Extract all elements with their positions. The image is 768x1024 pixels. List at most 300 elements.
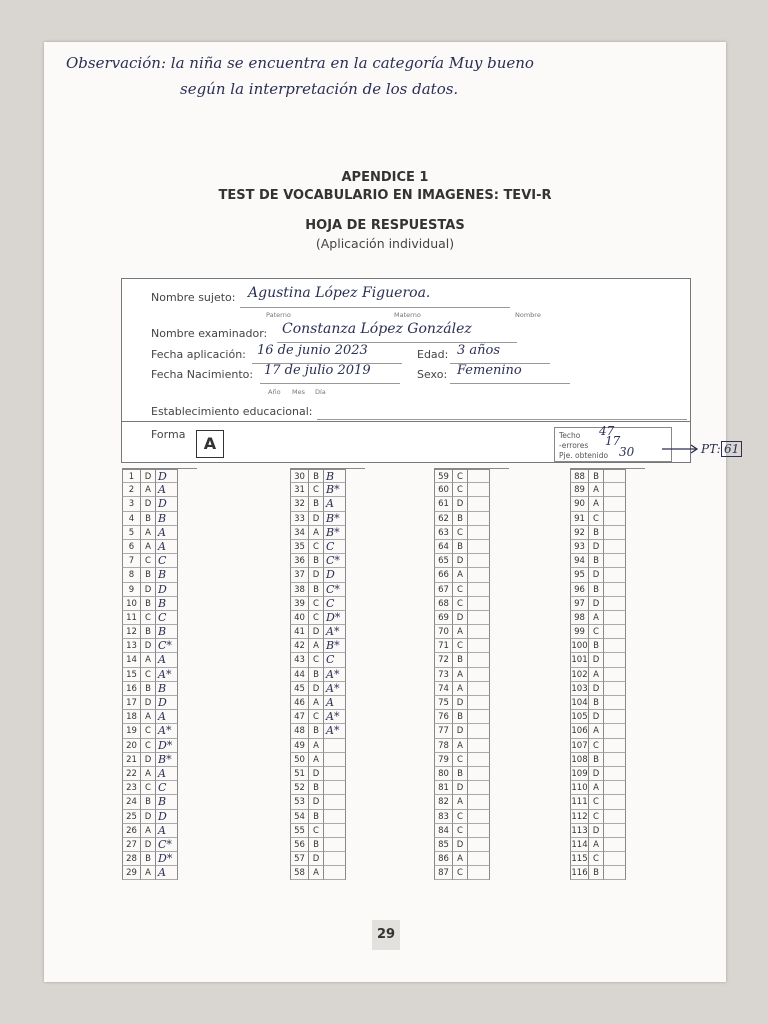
answer-key: D	[453, 497, 468, 511]
answer-sheet-page	[44, 42, 740, 982]
item-number: 112	[570, 810, 589, 824]
answer-key: B	[309, 469, 324, 483]
item-number: 56	[290, 838, 309, 852]
answer-row	[290, 781, 365, 795]
subject-response	[468, 469, 490, 483]
answer-row	[434, 625, 509, 639]
item-number: 14	[122, 653, 141, 667]
item-number: 69	[434, 611, 453, 625]
item-number: 29	[122, 866, 141, 880]
subject-response: B*	[324, 512, 346, 526]
answer-row	[570, 668, 645, 682]
answer-key: A	[141, 483, 156, 497]
item-number: 60	[434, 483, 453, 497]
answer-row	[570, 739, 645, 753]
answer-key: D	[589, 653, 604, 667]
answer-row	[570, 710, 645, 724]
answer-row	[122, 653, 197, 667]
answer-row	[570, 468, 645, 483]
item-number: 45	[290, 682, 309, 696]
answer-row	[570, 540, 645, 554]
subject-response: C	[324, 597, 346, 611]
subject-label: Nombre sujeto:	[151, 291, 236, 304]
answer-key: A	[589, 611, 604, 625]
answer-key: B	[589, 866, 604, 880]
answer-key: A	[141, 866, 156, 880]
answer-key: B	[589, 554, 604, 568]
forma-value-box: A	[196, 430, 224, 458]
sex-line	[450, 383, 570, 384]
item-number: 102	[570, 668, 589, 682]
item-number: 80	[434, 767, 453, 781]
subject-response	[604, 810, 626, 824]
subject-response	[324, 810, 346, 824]
answer-row	[434, 852, 509, 866]
subject-response	[604, 540, 626, 554]
answer-key: D	[141, 583, 156, 597]
answer-key: A	[453, 568, 468, 582]
answer-key: D	[453, 838, 468, 852]
answer-key: A	[309, 753, 324, 767]
answer-row	[434, 526, 509, 540]
subject-response	[604, 497, 626, 511]
subject-response	[604, 568, 626, 582]
item-number: 1	[122, 469, 141, 483]
subject-response	[468, 512, 490, 526]
answer-key: B	[309, 838, 324, 852]
answer-key: C	[453, 526, 468, 540]
subject-response	[468, 753, 490, 767]
answer-row	[290, 497, 365, 511]
answer-key: D	[453, 696, 468, 710]
item-number: 90	[570, 497, 589, 511]
answer-key: A	[453, 852, 468, 866]
answer-row	[122, 540, 197, 554]
item-number: 64	[434, 540, 453, 554]
item-number: 72	[434, 653, 453, 667]
subject-response	[604, 866, 626, 880]
answer-key: C	[453, 639, 468, 653]
answer-key: D	[141, 810, 156, 824]
answer-key: A	[589, 497, 604, 511]
subject-response	[604, 653, 626, 667]
answer-row	[434, 753, 509, 767]
item-number: 43	[290, 653, 309, 667]
answer-row	[434, 866, 509, 880]
item-number: 85	[434, 838, 453, 852]
pje-value: 30	[619, 445, 635, 459]
subject-response: B*	[324, 483, 346, 497]
subject-response	[604, 469, 626, 483]
answer-key: B	[309, 724, 324, 738]
answer-row	[122, 611, 197, 625]
item-number: 7	[122, 554, 141, 568]
subject-response	[468, 767, 490, 781]
answer-row	[122, 852, 197, 866]
item-number: 92	[570, 526, 589, 540]
subject-response	[604, 512, 626, 526]
answer-key: D	[589, 710, 604, 724]
answer-key: D	[453, 724, 468, 738]
answer-row	[570, 497, 645, 511]
item-number: 70	[434, 625, 453, 639]
subject-response	[468, 540, 490, 554]
answer-row	[570, 611, 645, 625]
item-number: 48	[290, 724, 309, 738]
age-value: 3 años	[457, 343, 501, 358]
answer-key: B	[309, 497, 324, 511]
subject-response	[604, 682, 626, 696]
answer-row	[570, 852, 645, 866]
item-number: 26	[122, 824, 141, 838]
item-number: 110	[570, 781, 589, 795]
pt-value-box: 61	[721, 441, 742, 457]
item-number: 9	[122, 583, 141, 597]
answer-row	[570, 795, 645, 809]
application-date-value: 16 de junio 2023	[257, 343, 368, 358]
answer-row	[570, 838, 645, 852]
answer-row	[570, 653, 645, 667]
answer-row	[434, 568, 509, 582]
answer-key: A	[141, 540, 156, 554]
appendix-heading: APENDICE 1	[341, 170, 429, 185]
item-number: 71	[434, 639, 453, 653]
item-number: 2	[122, 483, 141, 497]
answer-row	[122, 526, 197, 540]
subject-response: D	[156, 583, 178, 597]
forma-label: Forma	[151, 428, 186, 441]
subject-response: A*	[324, 724, 346, 738]
answer-key: A	[141, 710, 156, 724]
item-number: 57	[290, 852, 309, 866]
examiner-value: Constanza López González	[282, 321, 472, 337]
answer-key: B	[309, 554, 324, 568]
item-number: 18	[122, 710, 141, 724]
answer-key: C	[453, 824, 468, 838]
subject-response: B	[324, 469, 346, 483]
answer-key: D	[141, 838, 156, 852]
answer-key: C	[309, 653, 324, 667]
techo-value: 47	[599, 424, 615, 438]
answer-key: A	[309, 639, 324, 653]
item-number: 89	[570, 483, 589, 497]
answer-row	[570, 625, 645, 639]
answer-row	[122, 483, 197, 497]
answer-row	[290, 625, 365, 639]
item-number: 55	[290, 824, 309, 838]
item-number: 37	[290, 568, 309, 582]
subject-response: D	[156, 497, 178, 511]
item-number: 96	[570, 583, 589, 597]
answer-key: B	[309, 810, 324, 824]
answer-key: A	[453, 739, 468, 753]
item-number: 24	[122, 795, 141, 809]
subject-response	[468, 497, 490, 511]
answer-key: D	[589, 682, 604, 696]
school-line	[317, 419, 687, 420]
answer-key: B	[589, 526, 604, 540]
subject-response	[324, 739, 346, 753]
item-number: 8	[122, 568, 141, 582]
answer-key: D	[141, 753, 156, 767]
item-number: 100	[570, 639, 589, 653]
answer-row	[290, 583, 365, 597]
answer-key: B	[141, 597, 156, 611]
item-number: 21	[122, 753, 141, 767]
item-number: 108	[570, 753, 589, 767]
subject-response: A*	[156, 724, 178, 738]
item-number: 33	[290, 512, 309, 526]
subject-info-box	[121, 278, 691, 463]
observation-line-1: Observación: la niña se encuentra en la categoría Muy bueno	[66, 54, 534, 72]
item-number: 107	[570, 739, 589, 753]
subject-response: C*	[324, 554, 346, 568]
item-number: 59	[434, 469, 453, 483]
answer-key: D	[453, 554, 468, 568]
item-number: 25	[122, 810, 141, 824]
answer-row	[290, 611, 365, 625]
item-number: 36	[290, 554, 309, 568]
answer-key: D	[309, 682, 324, 696]
answer-row	[434, 682, 509, 696]
item-number: 6	[122, 540, 141, 554]
answer-row	[122, 724, 197, 738]
subject-response	[468, 639, 490, 653]
answer-row	[434, 497, 509, 511]
item-number: 78	[434, 739, 453, 753]
item-number: 77	[434, 724, 453, 738]
answer-row	[122, 753, 197, 767]
answer-row	[290, 653, 365, 667]
item-number: 116	[570, 866, 589, 880]
item-number: 3	[122, 497, 141, 511]
subject-response: A	[156, 866, 178, 880]
item-number: 65	[434, 554, 453, 568]
answer-key: D	[453, 781, 468, 795]
subject-response: B*	[324, 639, 346, 653]
answer-row	[434, 696, 509, 710]
answer-key: C	[589, 625, 604, 639]
answer-key: C	[453, 483, 468, 497]
item-number: 35	[290, 540, 309, 554]
answer-row	[434, 668, 509, 682]
answer-row	[290, 483, 365, 497]
answer-key: D	[589, 540, 604, 554]
item-number: 15	[122, 668, 141, 682]
subject-response: C*	[156, 838, 178, 852]
subject-response: B	[156, 795, 178, 809]
subject-response: C	[156, 554, 178, 568]
answer-row	[122, 568, 197, 582]
answer-key: B	[589, 583, 604, 597]
answer-key: B	[309, 583, 324, 597]
answer-key: A	[309, 866, 324, 880]
subject-value: Agustina López Figueroa.	[248, 285, 431, 301]
item-number: 11	[122, 611, 141, 625]
subject-response	[324, 795, 346, 809]
item-number: 4	[122, 512, 141, 526]
item-number: 46	[290, 696, 309, 710]
answer-column-2	[290, 468, 365, 880]
score-box	[554, 424, 672, 462]
answer-key: A	[589, 724, 604, 738]
answer-row	[570, 753, 645, 767]
nombre-caption: Nombre	[515, 311, 541, 319]
item-number: 32	[290, 497, 309, 511]
item-number: 17	[122, 696, 141, 710]
answer-row	[434, 512, 509, 526]
item-number: 42	[290, 639, 309, 653]
answer-row	[434, 597, 509, 611]
subject-response	[604, 781, 626, 795]
subject-response	[468, 838, 490, 852]
subject-response: C	[156, 781, 178, 795]
answer-row	[434, 781, 509, 795]
subject-response: B*	[156, 753, 178, 767]
answer-row	[290, 568, 365, 582]
item-number: 44	[290, 668, 309, 682]
subject-response	[468, 611, 490, 625]
answer-key: B	[141, 625, 156, 639]
observation-line-2: según la interpretación de los datos.	[180, 80, 459, 98]
answer-key: C	[309, 824, 324, 838]
answer-row	[122, 597, 197, 611]
answer-row	[434, 468, 509, 483]
subject-response	[604, 554, 626, 568]
answer-key: A	[309, 696, 324, 710]
answer-key: A	[589, 838, 604, 852]
answer-row	[290, 540, 365, 554]
answer-key: A	[141, 767, 156, 781]
answer-row	[434, 710, 509, 724]
subject-response: C	[156, 611, 178, 625]
answer-row	[570, 866, 645, 880]
answer-row	[570, 724, 645, 738]
item-number: 103	[570, 682, 589, 696]
answer-row	[290, 512, 365, 526]
subject-response: A	[156, 824, 178, 838]
answer-key: D	[589, 767, 604, 781]
subject-response	[324, 767, 346, 781]
answer-key: D	[309, 852, 324, 866]
item-number: 75	[434, 696, 453, 710]
answer-key: A	[453, 682, 468, 696]
answer-key: C	[453, 753, 468, 767]
subject-response: B	[156, 512, 178, 526]
item-number: 101	[570, 653, 589, 667]
box-divider	[122, 421, 690, 422]
answer-row	[570, 583, 645, 597]
item-number: 74	[434, 682, 453, 696]
item-number: 79	[434, 753, 453, 767]
subject-response	[468, 710, 490, 724]
subject-response: A*	[156, 668, 178, 682]
subject-response: B	[156, 625, 178, 639]
answer-key: A	[453, 668, 468, 682]
answer-row	[122, 512, 197, 526]
answer-key: C	[309, 540, 324, 554]
answer-key: C	[453, 597, 468, 611]
answer-row	[290, 554, 365, 568]
answer-row	[290, 810, 365, 824]
subject-response	[468, 810, 490, 824]
subject-response: C*	[156, 639, 178, 653]
answer-row	[122, 639, 197, 653]
subject-response	[604, 583, 626, 597]
answer-row	[434, 653, 509, 667]
answer-row	[434, 611, 509, 625]
subject-response: A	[156, 540, 178, 554]
age-label: Edad:	[417, 348, 449, 361]
answer-row	[290, 767, 365, 781]
school-label: Establecimiento educacional:	[151, 405, 313, 418]
answer-key: D	[309, 795, 324, 809]
item-number: 66	[434, 568, 453, 582]
subject-response	[468, 554, 490, 568]
subject-response: D	[156, 469, 178, 483]
subject-response: C	[324, 653, 346, 667]
answer-row	[570, 597, 645, 611]
subject-response: A	[324, 696, 346, 710]
item-number: 88	[570, 469, 589, 483]
subject-response: A	[156, 767, 178, 781]
subject-response	[468, 682, 490, 696]
item-number: 38	[290, 583, 309, 597]
subject-response	[468, 583, 490, 597]
answer-key: C	[589, 512, 604, 526]
item-number: 31	[290, 483, 309, 497]
answer-key: D	[589, 568, 604, 582]
answer-row	[122, 866, 197, 880]
answer-row	[290, 795, 365, 809]
subject-response	[324, 753, 346, 767]
answer-row	[290, 838, 365, 852]
answer-key: A	[589, 668, 604, 682]
subject-response	[468, 625, 490, 639]
answer-row	[570, 526, 645, 540]
answer-key: D	[309, 512, 324, 526]
paterno-caption: Paterno	[266, 311, 291, 319]
answer-key: C	[589, 739, 604, 753]
answer-key: D	[309, 625, 324, 639]
answer-row	[122, 710, 197, 724]
answer-row	[434, 795, 509, 809]
answer-key: B	[589, 753, 604, 767]
subject-response	[604, 795, 626, 809]
subject-response: A	[156, 483, 178, 497]
subject-response	[468, 852, 490, 866]
answer-key: A	[589, 781, 604, 795]
item-number: 95	[570, 568, 589, 582]
item-number: 53	[290, 795, 309, 809]
answer-key: D	[141, 696, 156, 710]
subject-response: D*	[156, 852, 178, 866]
item-number: 76	[434, 710, 453, 724]
answer-key: B	[141, 795, 156, 809]
item-number: 16	[122, 682, 141, 696]
answer-row	[570, 483, 645, 497]
subject-response	[468, 781, 490, 795]
subject-response	[468, 653, 490, 667]
answer-key: C	[141, 739, 156, 753]
answer-row	[290, 724, 365, 738]
answer-key: B	[141, 852, 156, 866]
item-number: 12	[122, 625, 141, 639]
item-number: 41	[290, 625, 309, 639]
answer-row	[570, 512, 645, 526]
subject-response	[604, 597, 626, 611]
item-number: 115	[570, 852, 589, 866]
